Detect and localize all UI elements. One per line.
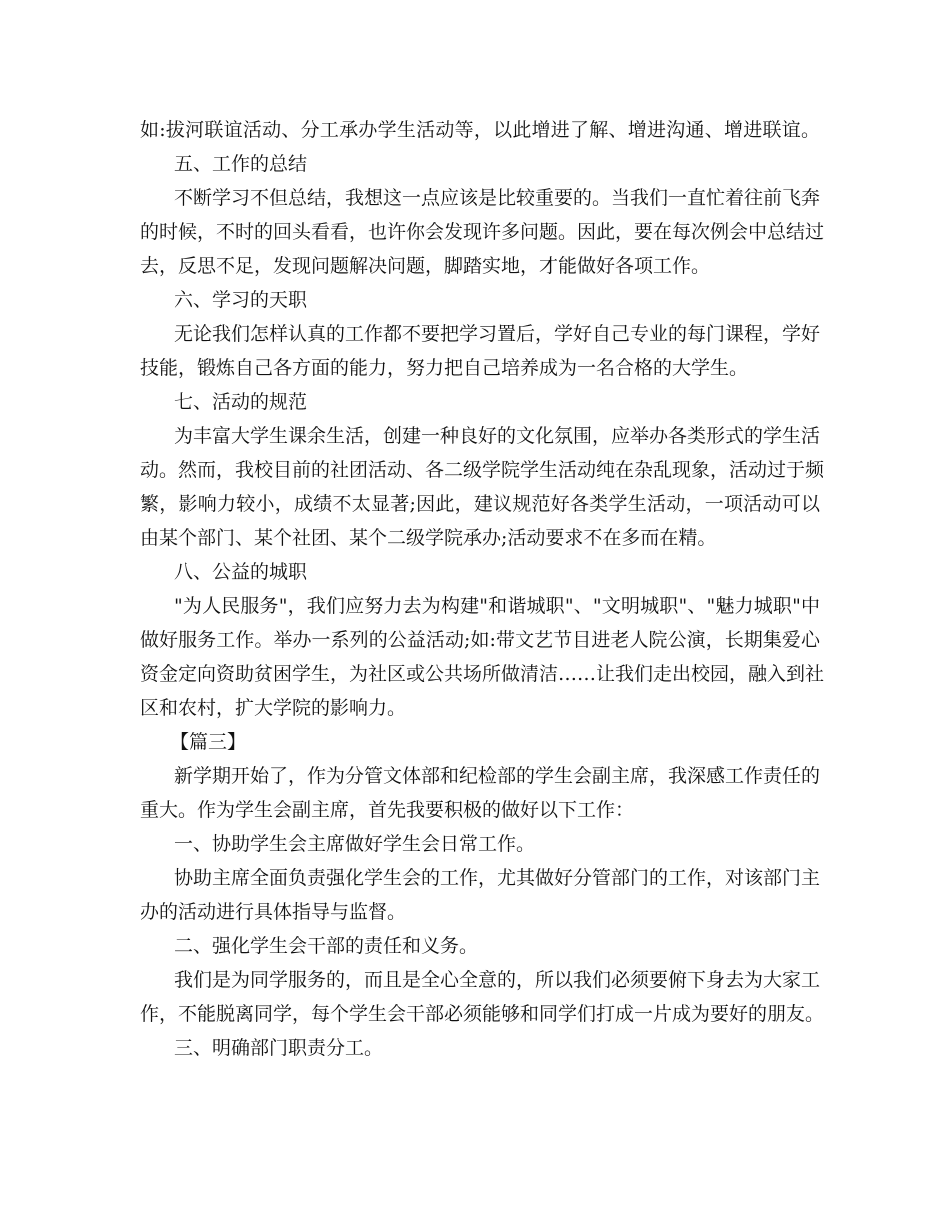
paragraph-line: 的时候，不时的回头看看，也许你会发现许多问题。因此，要在每次例会中总结过 (140, 221, 825, 243)
paragraph-line: 繁，影响力较小，成绩不太显著;因此，建议规范好各类学生活动，一项活动可以 (140, 493, 820, 515)
paragraph-line: 去，反思不足，发现问题解决问题，脚踏实地，才能做好各项工作。 (140, 255, 711, 277)
paragraph-line: 办的活动进行具体指导与监督。 (140, 901, 407, 923)
paragraph-line: 由某个部门、某个社团、某个二级学院承办;活动要求不在多而在精。 (140, 527, 717, 549)
paragraph-line: 区和农村，扩大学院的影响力。 (140, 697, 407, 719)
paragraph-line: 协助主席全面负责强化学生会的工作，尤其做好分管部门的工作，对该部门主 (174, 867, 821, 889)
section-heading: 三、明确部门职责分工。 (174, 1037, 384, 1059)
paragraph-line: 技能，锻炼自己各方面的能力，努力把自己培养成为一名合格的大学生。 (140, 357, 749, 379)
section-heading: 六、学习的天职 (174, 289, 308, 311)
paragraph-line: 动。然而，我校目前的社团活动、各二级学院学生活动纯在杂乱现象，活动过于频 (140, 459, 825, 481)
paragraph-line: 我们是为同学服务的，而且是全心全意的，所以我们必须要俯下身去为大家工 (174, 969, 821, 991)
paragraph-line: 资金定向资助贫困学生，为社区或公共场所做清洁……让我们走出校园，融入到社 (140, 663, 825, 685)
chapter-heading: 【篇三】 (170, 731, 247, 753)
paragraph-line: "为人民服务"，我们应努力去为构建"和谐城职"、"文明城职"、"魅力城职"中 (174, 595, 820, 617)
section-heading: 七、活动的规范 (174, 391, 308, 413)
section-heading: 二、强化学生会干部的责任和义务。 (174, 935, 479, 957)
section-heading: 五、工作的总结 (174, 153, 308, 175)
section-heading: 八、公益的城职 (174, 561, 308, 583)
section-heading: 一、协助学生会主席做好学生会日常工作。 (174, 833, 536, 855)
paragraph-line: 如:拔河联谊活动、分工承办学生活动等，以此增进了解、增进沟通、增进联谊。 (140, 119, 820, 141)
paragraph-line: 做好服务工作。举办一系列的公益活动;如:带文艺节目进老人院公演，长期集爱心 (140, 629, 820, 651)
paragraph-line: 重大。作为学生会副主席，首先我要积极的做好以下工作： (140, 799, 635, 821)
paragraph-line: 不断学习不但总结，我想这一点应该是比较重要的。当我们一直忙着往前飞奔 (174, 187, 821, 209)
paragraph-line: 无论我们怎样认真的工作都不要把学习置后，学好自己专业的每门课程，学好 (174, 323, 821, 345)
paragraph-line: 新学期开始了，作为分管文体部和纪检部的学生会副主席，我深感工作责任的 (174, 765, 821, 787)
paragraph-line: 作，不能脱离同学，每个学生会干部必须能够和同学们打成一片成为要好的朋友。 (140, 1003, 825, 1025)
paragraph-line: 为丰富大学生课余生活，创建一种良好的文化氛围，应举办各类形式的学生活 (174, 425, 821, 447)
